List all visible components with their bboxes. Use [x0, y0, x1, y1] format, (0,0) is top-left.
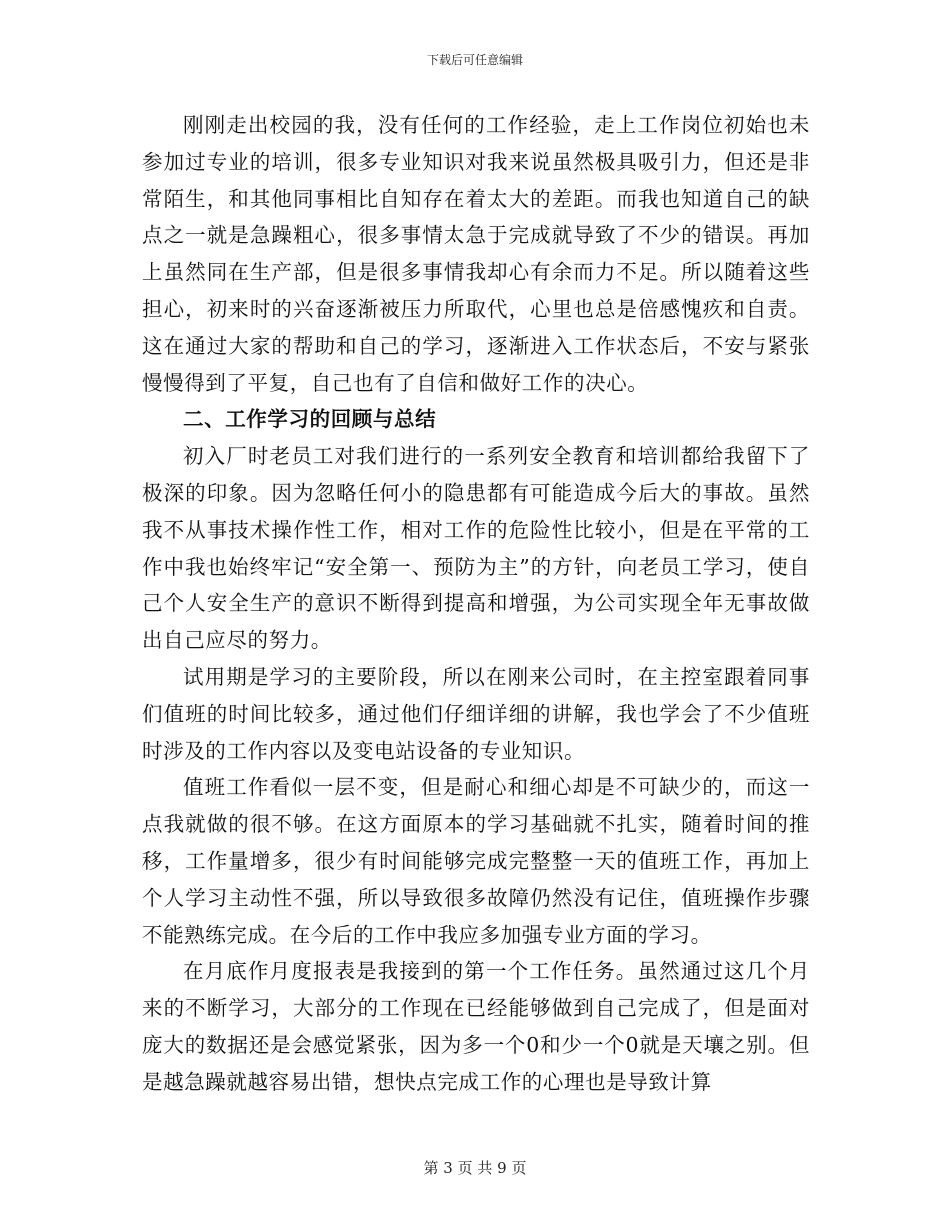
page-header: 下载后可任意编辑 [426, 53, 523, 67]
paragraph-1: 刚刚走出校园的我，没有任何的工作经验，走上工作岗位初始也未参加过专业的培训，很多专业知识对我来说虽然极具吸引力，但还是非常陌生，和其他同事相比自知存在着太大的差距。而我也知道自己的缺点之一就是急躁粗心，很多事情太急于完成就导致了不少的错误。再加上虽然同在生产部，但是很多事情我却心有余而力不足。所以随着这些担心，初来时的兴奋逐渐被压力所取代，心里也总是倍感愧疚和自责。这在通过大家的帮助和自己的学习，逐渐进入工作状态后，不安与紧张慢慢得到了平复，自己也有了自信和做好工作的决心。 [142, 113, 810, 395]
document-body [142, 107, 810, 1101]
paragraph-5: 在月底作月度报表是我接到的第一个工作任务。虽然通过这几个月来的不断学习，大部分的工作现在已经能够做到自己完成了，但是面对庞大的数据还是会感觉紧张，因为多一个0和少一个0就是天壤之别。但是越急躁就越容易出错，想快点完成工作的心理也是导致计算 [142, 959, 810, 1094]
paragraph-3: 试用期是学习的主要阶段，所以在刚来公司时，在主控室跟着同事们值班的时间比较多，通过他们仔细详细的讲解，我也学会了不少值班时涉及的工作内容以及变电站设备的专业知识。 [142, 664, 810, 763]
paragraph-4: 值班工作看似一层不变，但是耐心和细心却是不可缺少的，而这一点我就做的很不够。在这方面原本的学习基础就不扎实，随着时间的推移，工作量增多，很少有时间能够完成完整整一天的值班工作，再加上个人学习主动性不强，所以导致很多故障仍然没有记住，值班操作步骤不能熟练完成。在今后的工作中我应多加强专业方面的学习。 [142, 775, 810, 947]
paragraph-2: 初入厂时老员工对我们进行的一系列安全教育和培训都给我留下了极深的印象。因为忽略任何小的隐患都有可能造成今后大的事故。虽然我不从事技术操作性工作，相对工作的危险性比较小，但是在平常的工作中我也始终牢记“安全第一、预防为主”的方针，向老员工学习，使自己个人安全生产的意识不断得到提高和增强，为公司实现全年无事故做出自己应尽的努力。 [142, 444, 810, 653]
section-heading: 二、工作学习的回顾与总结 [183, 407, 437, 432]
page-footer: 第 3 页 共 9 页 [423, 1159, 527, 1177]
